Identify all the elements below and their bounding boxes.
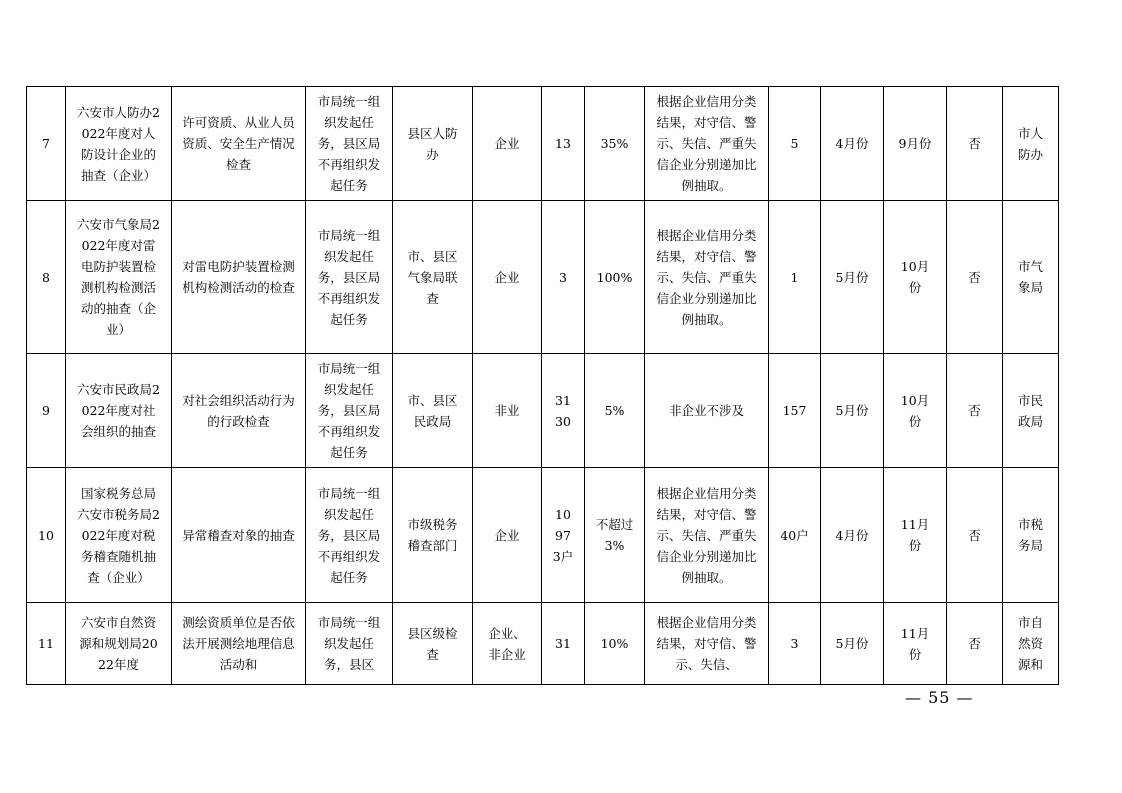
cell-method: 市局统一组织发起任务，县区局不再组织发起任务 bbox=[306, 87, 393, 201]
cell-end: 11月份 bbox=[884, 603, 947, 685]
cell-object-type: 企业 bbox=[473, 468, 542, 603]
cell-joint: 否 bbox=[947, 468, 1003, 603]
cell-no: 8 bbox=[27, 201, 66, 354]
cell-credit-rule: 根据企业信用分类结果，对守信、警示、失信、严重失信企业分别递加比例抽取。 bbox=[645, 87, 769, 201]
cell-task: 六安市民政局2022年度对社会组织的抽查 bbox=[66, 354, 172, 468]
cell-dept: 市气象局 bbox=[1003, 201, 1059, 354]
cell-content: 异常稽查对象的抽查 bbox=[172, 468, 306, 603]
cell-joint: 否 bbox=[947, 603, 1003, 685]
cell-task: 国家税务总局六安市税务局2022年度对税务稽查随机抽查（企业） bbox=[66, 468, 172, 603]
cell-joint: 否 bbox=[947, 201, 1003, 354]
cell-start: 5月份 bbox=[821, 354, 884, 468]
cell-dept: 市税务局 bbox=[1003, 468, 1059, 603]
cell-sample: 3 bbox=[769, 603, 821, 685]
cell-no: 9 bbox=[27, 354, 66, 468]
cell-sample: 157 bbox=[769, 354, 821, 468]
cell-object-type: 企业 bbox=[473, 87, 542, 201]
cell-count: 31 bbox=[542, 603, 585, 685]
cell-executor: 县区级检查 bbox=[393, 603, 473, 685]
cell-executor: 县区人防办 bbox=[393, 87, 473, 201]
cell-ratio: 35% bbox=[585, 87, 645, 201]
cell-content: 对社会组织活动行为的行政检查 bbox=[172, 354, 306, 468]
cell-joint: 否 bbox=[947, 87, 1003, 201]
cell-count: 10973户 bbox=[542, 468, 585, 603]
cell-start: 4月份 bbox=[821, 87, 884, 201]
cell-credit-rule: 根据企业信用分类结果，对守信、警示、失信、 bbox=[645, 603, 769, 685]
cell-object-type: 企业、非企业 bbox=[473, 603, 542, 685]
cell-ratio: 10% bbox=[585, 603, 645, 685]
cell-end: 10月份 bbox=[884, 354, 947, 468]
cell-content: 对雷电防护装置检测机构检测活动的检查 bbox=[172, 201, 306, 354]
cell-ratio: 不超过3% bbox=[585, 468, 645, 603]
table-row bbox=[27, 201, 1059, 354]
cell-sample: 5 bbox=[769, 87, 821, 201]
cell-end: 11月份 bbox=[884, 468, 947, 603]
cell-task: 六安市气象局2022年度对雷电防护装置检测机构检测活动的抽查（企业） bbox=[66, 201, 172, 354]
cell-count: 3130 bbox=[542, 354, 585, 468]
cell-executor: 市、县区气象局联查 bbox=[393, 201, 473, 354]
cell-method: 市局统一组织发起任务，县区 bbox=[306, 603, 393, 685]
cell-content: 测绘资质单位是否依法开展测绘地理信息活动和 bbox=[172, 603, 306, 685]
cell-count: 3 bbox=[542, 201, 585, 354]
cell-dept: 市人防办 bbox=[1003, 87, 1059, 201]
table-row bbox=[27, 87, 1059, 201]
cell-credit-rule: 根据企业信用分类结果，对守信、警示、失信、严重失信企业分别递加比例抽取。 bbox=[645, 201, 769, 354]
cell-executor: 市、县区民政局 bbox=[393, 354, 473, 468]
cell-dept: 市民政局 bbox=[1003, 354, 1059, 468]
cell-start: 4月份 bbox=[821, 468, 884, 603]
cell-start: 5月份 bbox=[821, 201, 884, 354]
cell-start: 5月份 bbox=[821, 603, 884, 685]
cell-joint: 否 bbox=[947, 354, 1003, 468]
cell-end: 9月份 bbox=[884, 87, 947, 201]
cell-count: 13 bbox=[542, 87, 585, 201]
cell-no: 7 bbox=[27, 87, 66, 201]
table-row bbox=[27, 603, 1059, 685]
cell-ratio: 5% bbox=[585, 354, 645, 468]
cell-credit-rule: 根据企业信用分类结果，对守信、警示、失信、严重失信企业分别递加比例抽取。 bbox=[645, 468, 769, 603]
cell-dept: 市自然资源和 bbox=[1003, 603, 1059, 685]
cell-end: 10月份 bbox=[884, 201, 947, 354]
cell-method: 市局统一组织发起任务，县区局不再组织发起任务 bbox=[306, 201, 393, 354]
cell-task: 六安市人防办2022年度对人防设计企业的抽查（企业） bbox=[66, 87, 172, 201]
cell-object-type: 非业 bbox=[473, 354, 542, 468]
cell-sample: 40户 bbox=[769, 468, 821, 603]
cell-method: 市局统一组织发起任务，县区局不再组织发起任务 bbox=[306, 468, 393, 603]
cell-ratio: 100% bbox=[585, 201, 645, 354]
inspection-table bbox=[26, 86, 1059, 685]
cell-sample: 1 bbox=[769, 201, 821, 354]
table-row bbox=[27, 468, 1059, 603]
page-number: — 55 — bbox=[905, 688, 974, 707]
cell-executor: 市级税务稽查部门 bbox=[393, 468, 473, 603]
cell-object-type: 企业 bbox=[473, 201, 542, 354]
cell-method: 市局统一组织发起任务，县区局不再组织发起任务 bbox=[306, 354, 393, 468]
cell-content: 许可资质、从业人员资质、安全生产情况检查 bbox=[172, 87, 306, 201]
cell-no: 10 bbox=[27, 468, 66, 603]
cell-task: 六安市自然资源和规划局2022年度 bbox=[66, 603, 172, 685]
cell-no: 11 bbox=[27, 603, 66, 685]
table-row bbox=[27, 354, 1059, 468]
cell-credit-rule: 非企业不涉及 bbox=[645, 354, 769, 468]
